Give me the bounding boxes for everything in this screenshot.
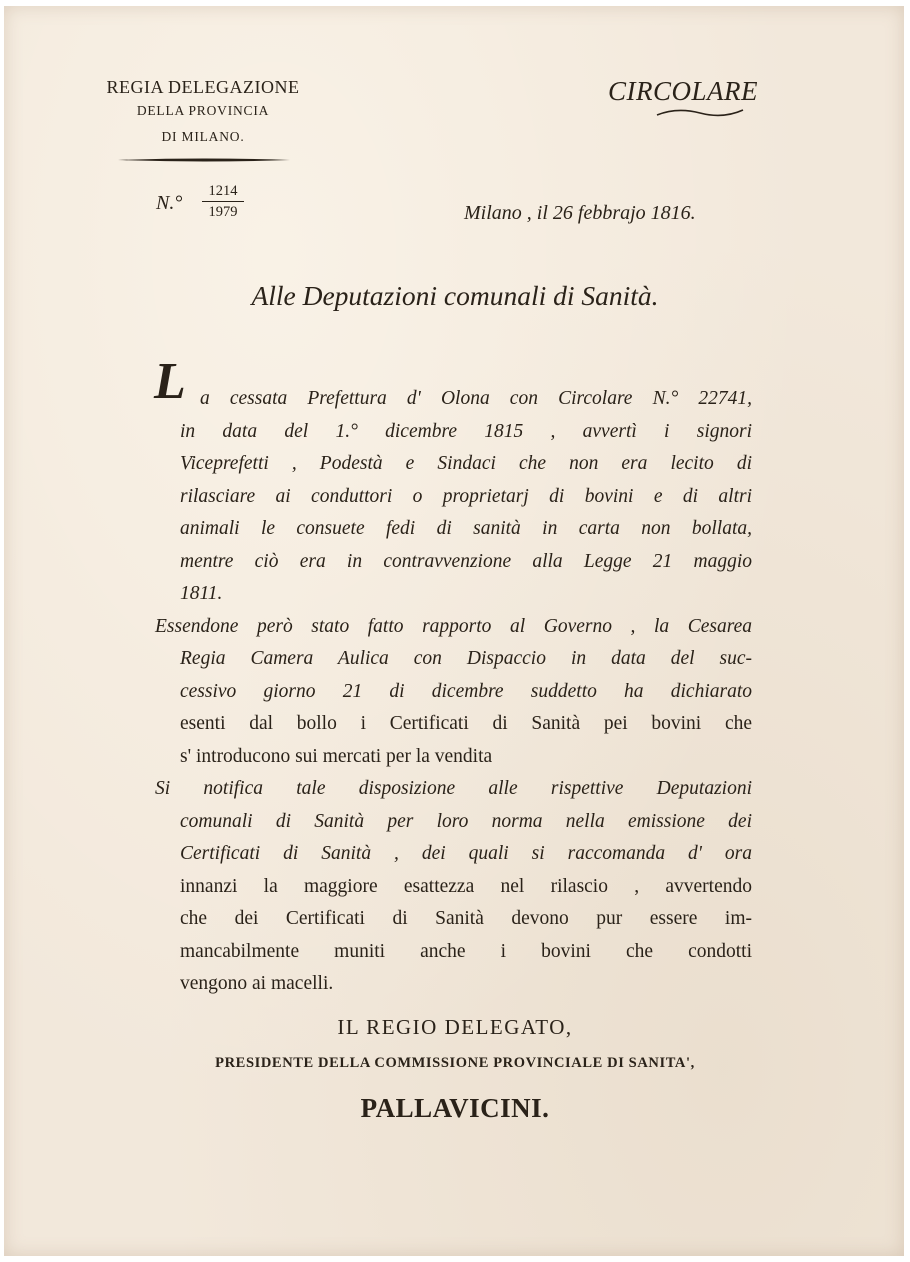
text-line: 1811. — [180, 583, 223, 604]
text-line: mentre ciò era in contravvenzione alla Legge 21 maggio — [180, 550, 752, 572]
text-line: Certificati di Sanità , dei quali si raccomanda d' ora — [180, 843, 752, 864]
signatory-name: PALLAVICINI. — [360, 1093, 550, 1123]
authority-line-3: DI MILANO. — [161, 129, 245, 144]
text-line: Si notifica tale disposizione alle rispettive Deputazioni — [155, 778, 752, 799]
ornamental-rule-icon — [116, 154, 292, 166]
text-line: esenti dal bollo i Certificati di Sanità pei bovini che — [180, 713, 752, 734]
addressee: Alle Deputazioni comunali di Sanità. — [251, 280, 659, 311]
text-line: comunali di Sanità per loro norma nella emissione dei — [180, 810, 752, 832]
signatory-office: PRESIDENTE DELLA COMMISSIONE PROVINCIALE DI SANITA', — [215, 1055, 695, 1071]
text-line: Viceprefetti , Podestà e Sindaci che non era lecito di — [180, 453, 752, 474]
text-line: innanzi la maggiore esattezza nel rilascio , avvertendo — [180, 875, 752, 897]
text-line: mancabilmente muniti anche i bovini che condotti — [180, 940, 752, 962]
issuing-authority — [78, 76, 328, 150]
text-line: in data del 1.° dicembre 1815 , avvertì i signori — [180, 420, 752, 442]
drop-cap: L — [154, 353, 186, 410]
dateline: Milano , il 26 febbrajo 1816. — [464, 202, 696, 224]
document-type: CIRCOLARE — [608, 76, 758, 106]
fraction-bar — [202, 201, 244, 202]
text-line: rilasciare ai conduttori o proprietarj di bovini e di altri — [180, 485, 752, 507]
authority-line-2: DELLA PROVINCIA — [136, 103, 270, 118]
text-line: Essendone però stato fatto rapporto al Governo , la Cesarea — [155, 615, 752, 637]
protocol-top: 1214 — [208, 183, 238, 199]
protocol-fraction — [200, 182, 246, 221]
text-line: che dei Certificati di Sanità devono pur essere im- — [180, 908, 752, 929]
swash-ornament-icon — [655, 106, 745, 120]
protocol-bottom: 1979 — [208, 204, 238, 220]
text-line: vengono ai macelli. — [180, 973, 334, 994]
text-line: Regia Camera Aulica con Dispaccio in data del suc- — [180, 648, 752, 669]
protocol-label: N.° — [156, 192, 183, 214]
authority-line-1: REGIA DELEGAZIONE — [106, 77, 300, 97]
text-line: s' introducono sui mercati per la vendita — [180, 745, 493, 767]
text-line: cessivo giorno 21 di dicembre suddetto ha dichiarato — [180, 680, 752, 702]
text-line: a cessata Prefettura d' Olona con Circolare N.° 22741, — [200, 388, 752, 409]
signatory-title: IL REGIO DELEGATO, — [337, 1015, 573, 1039]
text-line: animali le consuete fedi di sanità in carta non bollata, — [180, 518, 752, 539]
